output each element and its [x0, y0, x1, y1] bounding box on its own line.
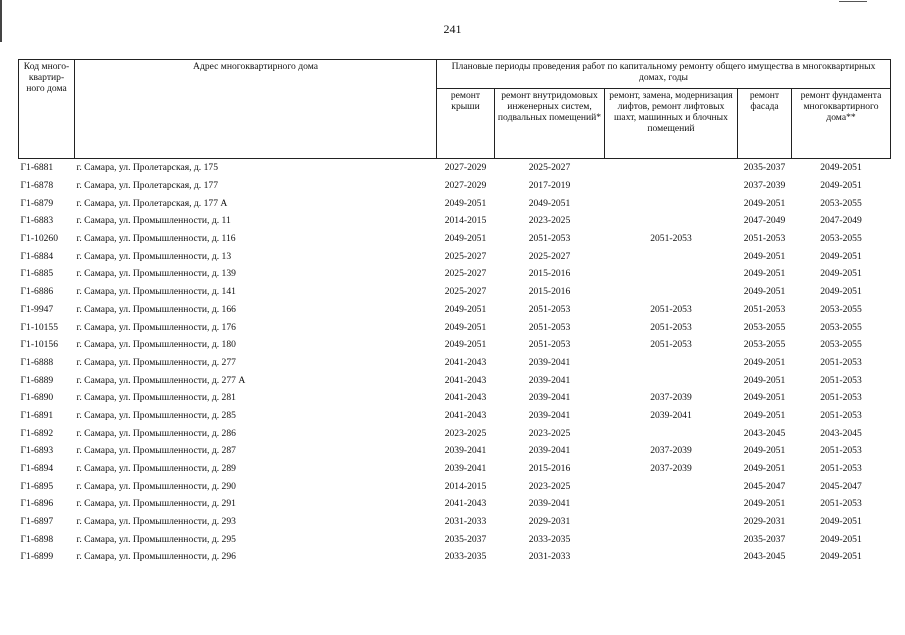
cell-systems: 2049-2051: [528, 197, 571, 209]
cell-code: Г1-10156: [20, 339, 59, 351]
cell-lifts: [605, 247, 738, 265]
cell-address: г. Самара, ул. Промышленности, д. 290: [76, 480, 236, 492]
cell-systems: 2039-2041: [528, 409, 571, 421]
cell-facade: 2037-2039: [743, 180, 786, 192]
cell-foundation: 2051-2053: [820, 409, 862, 421]
cell-code: Г1-6891: [20, 409, 54, 421]
cell-foundation: 2049-2051: [820, 268, 862, 280]
cell-roof: 2041-2043: [444, 356, 487, 368]
cell-systems: 2039-2041: [528, 374, 571, 386]
cell-lifts: [605, 159, 738, 177]
cell-address: г. Самара, ул. Промышленности, д. 286: [76, 427, 236, 439]
cell-foundation: 2049-2051: [820, 533, 862, 545]
cell-address: г. Самара, ул. Промышленности, д. 141: [76, 286, 236, 298]
table-row: [19, 354, 891, 372]
cell-lifts: 2051-2053: [650, 233, 692, 245]
cell-code: Г1-6885: [20, 268, 54, 280]
cell-lifts: 2037-2039: [650, 392, 692, 404]
cell-foundation: 2049-2051: [820, 286, 862, 298]
cell-roof: 2039-2041: [444, 445, 487, 457]
cell-foundation: 2051-2053: [820, 356, 862, 368]
cell-code: Г1-6898: [20, 533, 54, 545]
cell-roof: 2027-2029: [444, 162, 487, 174]
header-lifts: ремонт, замена, модернизация лифтов, ремонт лифтовых шахт, машинных и блочных помещений: [605, 88, 738, 158]
cell-foundation: 2051-2053: [820, 392, 862, 404]
table-row: [19, 389, 891, 407]
cell-systems: 2015-2016: [528, 286, 571, 298]
cell-lifts: [605, 548, 738, 566]
cell-foundation: 2049-2051: [820, 551, 862, 563]
cell-code: Г1-6878: [20, 180, 54, 192]
cell-systems: 2031-2033: [528, 551, 571, 563]
header-roof: ремонт крыши: [437, 88, 495, 158]
cell-address: г. Самара, ул. Промышленности, д. 139: [76, 268, 236, 280]
table-row: [19, 301, 891, 319]
cell-code: Г1-6894: [20, 463, 54, 475]
cell-lifts: 2037-2039: [650, 445, 692, 457]
cell-facade: 2049-2051: [743, 250, 786, 262]
cell-systems: 2023-2025: [528, 480, 571, 492]
cell-facade: 2045-2047: [743, 480, 786, 492]
cell-facade: 2049-2051: [743, 374, 786, 386]
table-row: [19, 283, 891, 301]
repair-schedule-table: [18, 59, 891, 566]
cell-systems: 2015-2016: [528, 268, 571, 280]
table-row: [19, 477, 891, 495]
cell-roof: 2049-2051: [444, 321, 487, 333]
cell-systems: 2051-2053: [528, 303, 571, 315]
cell-address: г. Самара, ул. Промышленности, д. 11: [76, 215, 231, 227]
cell-foundation: 2051-2053: [820, 374, 862, 386]
cell-code: Г1-9947: [20, 303, 54, 315]
cell-facade: 2049-2051: [743, 197, 786, 209]
table-row: [19, 159, 891, 177]
cell-roof: 2041-2043: [444, 409, 487, 421]
cell-foundation: 2049-2051: [820, 180, 862, 192]
cell-foundation: 2053-2055: [820, 197, 862, 209]
cell-facade: 2049-2051: [743, 286, 786, 298]
cell-address: г. Самара, ул. Промышленности, д. 277: [76, 356, 236, 368]
table-row: [19, 265, 891, 283]
cell-address: г. Самара, ул. Пролетарская, д. 175: [76, 162, 218, 174]
table-row: [19, 177, 891, 195]
cell-roof: 2035-2037: [444, 533, 487, 545]
header-code: Код много-квартир-ного дома: [19, 60, 75, 159]
cell-address: г. Самара, ул. Промышленности, д. 295: [76, 533, 236, 545]
header-facade: ремонт фасада: [738, 88, 792, 158]
cell-roof: 2031-2033: [444, 516, 487, 528]
cell-facade: 2029-2031: [743, 516, 786, 528]
cell-facade: 2043-2045: [743, 427, 786, 439]
cell-lifts: 2051-2053: [650, 339, 692, 351]
cell-facade: 2049-2051: [743, 268, 786, 280]
cell-foundation: 2043-2045: [820, 427, 862, 439]
cell-roof: 2041-2043: [444, 392, 487, 404]
cell-systems: 2051-2053: [528, 233, 571, 245]
cell-code: Г1-6884: [20, 250, 54, 262]
cell-code: Г1-6893: [20, 445, 54, 457]
cell-lifts: 2037-2039: [650, 463, 692, 475]
table-row: [19, 530, 891, 548]
cell-foundation: 2051-2053: [820, 445, 862, 457]
cell-roof: 2025-2027: [444, 250, 487, 262]
table-row: [19, 407, 891, 425]
cell-address: г. Самара, ул. Промышленности, д. 180: [76, 339, 236, 351]
cell-systems: 2051-2053: [528, 339, 571, 351]
cell-roof: 2023-2025: [444, 427, 487, 439]
cell-facade: 2049-2051: [743, 392, 786, 404]
cell-facade: 2049-2051: [743, 463, 786, 475]
table-row: [19, 194, 891, 212]
cell-facade: 2053-2055: [743, 321, 786, 333]
cell-code: Г1-6879: [20, 197, 54, 209]
cell-lifts: [605, 424, 738, 442]
cell-systems: 2039-2041: [528, 356, 571, 368]
cell-lifts: [605, 371, 738, 389]
cell-systems: 2039-2041: [528, 445, 571, 457]
cell-foundation: 2047-2049: [820, 215, 862, 227]
cell-systems: 2015-2016: [528, 463, 571, 475]
cell-address: г. Самара, ул. Промышленности, д. 13: [76, 250, 232, 262]
page-number: 241: [443, 22, 462, 36]
cell-systems: 2029-2031: [528, 516, 571, 528]
cell-systems: 2039-2041: [528, 498, 571, 510]
cell-foundation: 2053-2055: [820, 233, 862, 245]
cell-roof: 2049-2051: [444, 339, 487, 351]
header-systems: ремонт внутридомовых инженерных систем, подвальных помещений*: [495, 88, 605, 158]
cell-roof: 2041-2043: [444, 374, 487, 386]
cell-address: г. Самара, ул. Промышленности, д. 285: [76, 409, 236, 421]
cell-facade: 2047-2049: [743, 215, 786, 227]
cell-code: Г1-6899: [20, 551, 54, 563]
header-periods: Плановые периоды проведения работ по капитальному ремонту общего имущества в многоквартирных домах, годы: [437, 60, 891, 89]
cell-facade: 2051-2053: [743, 233, 786, 245]
cell-address: г. Самара, ул. Промышленности, д. 291: [76, 498, 236, 510]
cell-facade: 2049-2051: [743, 498, 786, 510]
cell-roof: 2014-2015: [444, 215, 487, 227]
cell-address: г. Самара, ул. Промышленности, д. 296: [76, 551, 236, 563]
cell-systems: 2025-2027: [528, 162, 571, 174]
cell-address: г. Самара, ул. Промышленности, д. 277 А: [76, 374, 246, 386]
cell-foundation: 2053-2055: [820, 321, 862, 333]
cell-foundation: 2045-2047: [820, 480, 862, 492]
table-row: [19, 442, 891, 460]
cell-systems: 2051-2053: [528, 321, 571, 333]
cell-facade: 2053-2055: [743, 339, 786, 351]
cell-lifts: 2051-2053: [650, 321, 692, 333]
cell-lifts: 2051-2053: [650, 303, 692, 315]
cell-facade: 2035-2037: [743, 533, 786, 545]
cell-address: г. Самара, ул. Промышленности, д. 287: [76, 445, 236, 457]
table-row: [19, 513, 891, 531]
cell-lifts: [605, 354, 738, 372]
header-foundation: ремонт фундамента многоквартирного дома**: [792, 88, 891, 158]
scan-edge-mark: [839, 1, 867, 2]
cell-lifts: 2039-2041: [650, 409, 692, 421]
cell-facade: 2049-2051: [743, 445, 786, 457]
cell-foundation: 2051-2053: [820, 463, 862, 475]
cell-address: г. Самара, ул. Промышленности, д. 293: [76, 516, 236, 528]
cell-address: г. Самара, ул. Промышленности, д. 281: [76, 392, 236, 404]
cell-code: Г1-6892: [20, 427, 54, 439]
cell-facade: 2049-2051: [743, 356, 786, 368]
cell-lifts: [605, 513, 738, 531]
cell-lifts: [605, 477, 738, 495]
cell-roof: 2049-2051: [444, 233, 487, 245]
cell-roof: 2025-2027: [444, 286, 487, 298]
cell-systems: 2023-2025: [528, 427, 571, 439]
table-row: [19, 318, 891, 336]
cell-address: г. Самара, ул. Промышленности, д. 116: [76, 233, 236, 245]
cell-code: Г1-10155: [20, 321, 59, 333]
cell-address: г. Самара, ул. Пролетарская, д. 177 А: [76, 197, 228, 209]
cell-roof: 2041-2043: [444, 498, 487, 510]
cell-address: г. Самара, ул. Промышленности, д. 176: [76, 321, 236, 333]
cell-roof: 2025-2027: [444, 268, 487, 280]
header-address: Адрес многоквартирного дома: [75, 60, 437, 159]
table-row: [19, 230, 891, 248]
cell-systems: 2023-2025: [528, 215, 571, 227]
table-row: [19, 424, 891, 442]
table-row: [19, 495, 891, 513]
cell-address: г. Самара, ул. Пролетарская, д. 177: [76, 180, 218, 192]
cell-foundation: 2049-2051: [820, 162, 862, 174]
cell-code: Г1-6888: [20, 356, 54, 368]
cell-code: Г1-6895: [20, 480, 54, 492]
cell-facade: 2049-2051: [743, 409, 786, 421]
cell-lifts: [605, 212, 738, 230]
cell-facade: 2043-2045: [743, 551, 786, 563]
table-row: [19, 336, 891, 354]
cell-systems: 2017-2019: [528, 180, 571, 192]
cell-systems: 2025-2027: [528, 250, 571, 262]
cell-systems: 2039-2041: [528, 392, 571, 404]
cell-lifts: [605, 283, 738, 301]
table-header: [19, 60, 891, 159]
cell-roof: 2033-2035: [444, 551, 487, 563]
table-row: [19, 460, 891, 478]
cell-foundation: 2051-2053: [820, 498, 862, 510]
cell-lifts: [605, 265, 738, 283]
cell-code: Г1-6889: [20, 374, 54, 386]
cell-roof: 2049-2051: [444, 303, 487, 315]
cell-facade: 2035-2037: [743, 162, 786, 174]
cell-address: г. Самара, ул. Промышленности, д. 166: [76, 303, 236, 315]
cell-roof: 2049-2051: [444, 197, 487, 209]
table-row: [19, 371, 891, 389]
cell-code: Г1-10260: [20, 233, 59, 245]
cell-roof: 2039-2041: [444, 463, 487, 475]
table-row: [19, 212, 891, 230]
cell-code: Г1-6881: [20, 162, 54, 174]
cell-code: Г1-6896: [20, 498, 54, 510]
cell-facade: 2051-2053: [743, 303, 786, 315]
cell-roof: 2027-2029: [444, 180, 487, 192]
cell-foundation: 2053-2055: [820, 303, 862, 315]
cell-foundation: 2049-2051: [820, 250, 862, 262]
cell-systems: 2033-2035: [528, 533, 571, 545]
cell-code: Г1-6897: [20, 516, 54, 528]
cell-lifts: [605, 177, 738, 195]
cell-address: г. Самара, ул. Промышленности, д. 289: [76, 463, 236, 475]
cell-lifts: [605, 194, 738, 212]
table-row: [19, 247, 891, 265]
cell-code: Г1-6890: [20, 392, 54, 404]
cell-code: Г1-6886: [20, 286, 54, 298]
table-body: [19, 159, 891, 566]
cell-roof: 2014-2015: [444, 480, 487, 492]
table-row: [19, 548, 891, 566]
cell-code: Г1-6883: [20, 215, 54, 227]
cell-foundation: 2049-2051: [820, 516, 862, 528]
cell-lifts: [605, 530, 738, 548]
cell-lifts: [605, 495, 738, 513]
cell-foundation: 2053-2055: [820, 339, 862, 351]
